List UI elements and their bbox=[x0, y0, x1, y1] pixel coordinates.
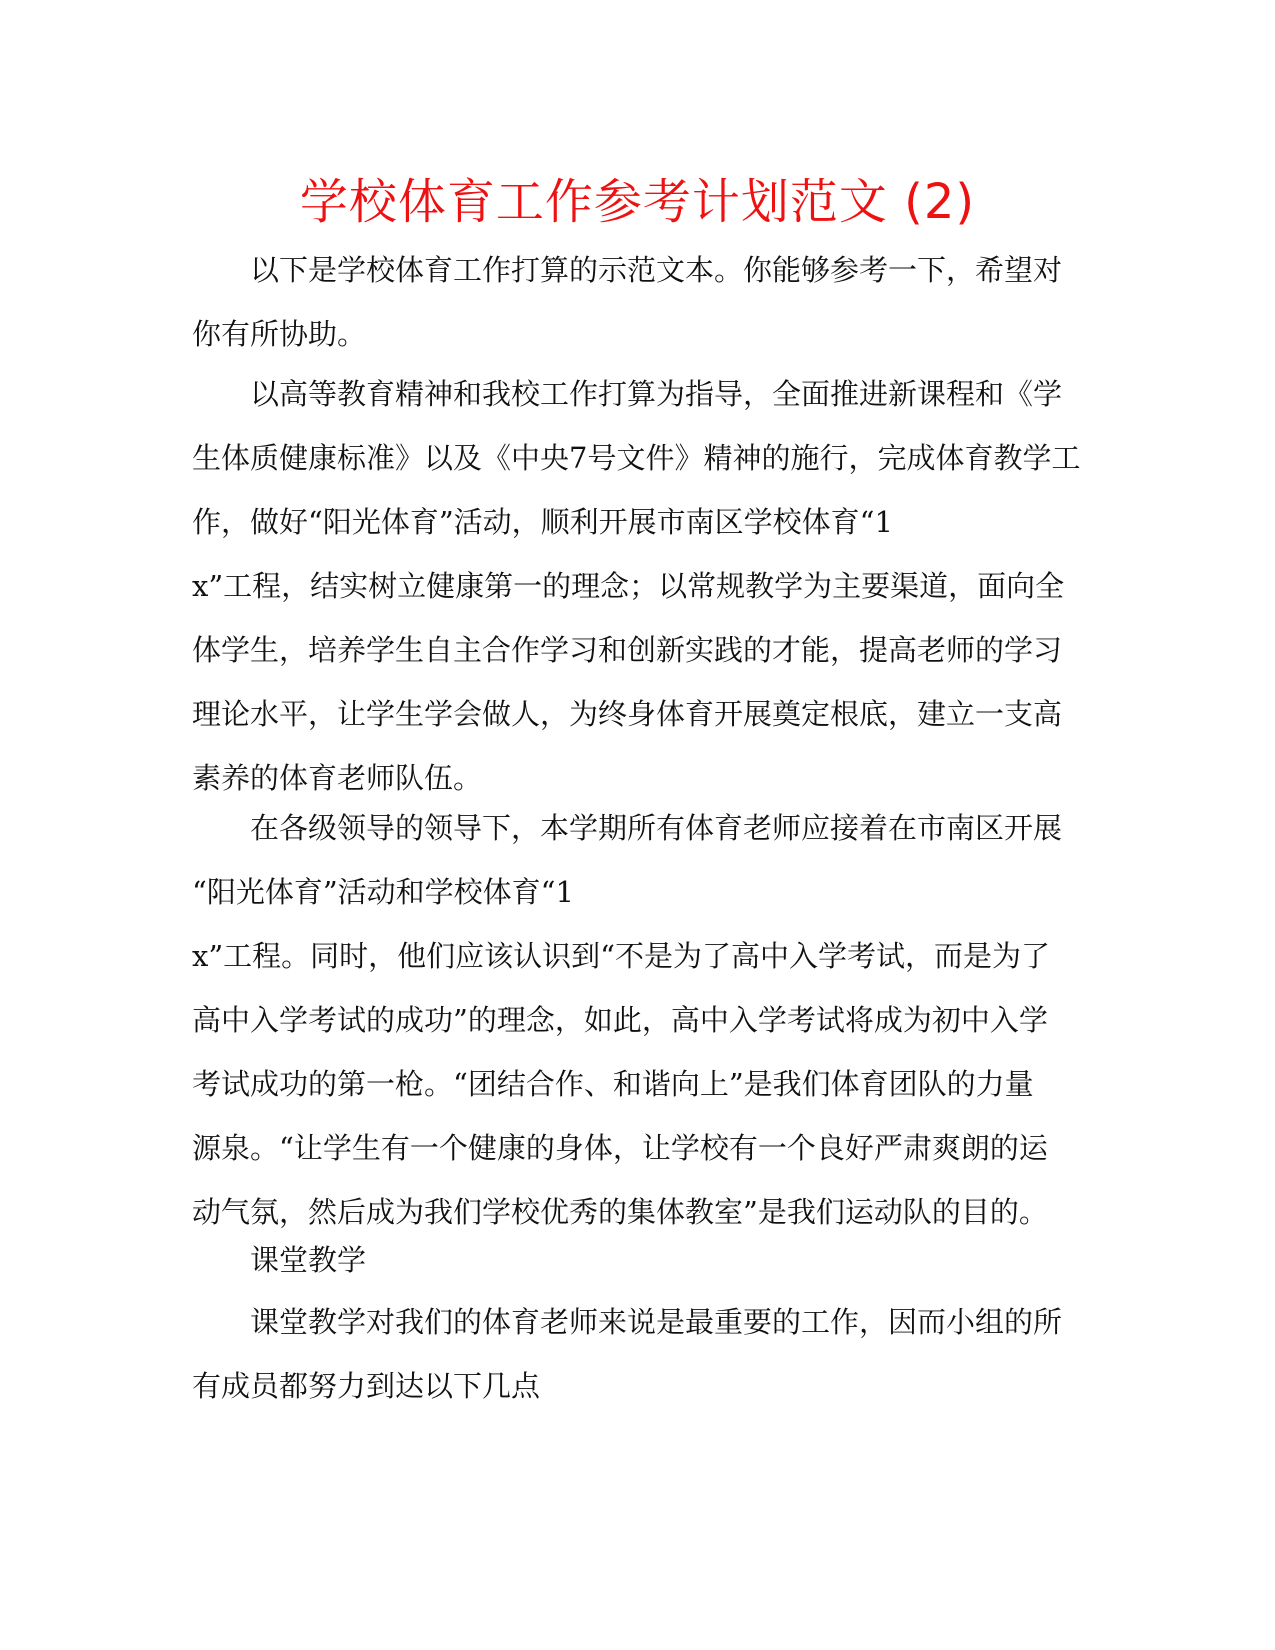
paragraph-classroom-teaching bbox=[192, 1290, 1082, 1418]
paragraph-line: 考试成功的第一枪。“团结合作、和谐向上”是我们体育团队的力量 bbox=[192, 1067, 1034, 1101]
paragraph-line: x”工程，结实树立健康第一的理念；以常规教学为主要渠道，面向全 bbox=[192, 569, 1065, 603]
paragraph-line: 高中入学考试的成功”的理念，如此，高中入学考试将成为初中入学 bbox=[192, 1003, 1048, 1037]
paragraph-line: 源泉。“让学生有一个健康的身体，让学校有一个良好严肃爽朗的运 bbox=[192, 1131, 1048, 1165]
paragraph-line: 动气氛，然后成为我们学校优秀的集体教室”是我们运动队的目的。 bbox=[192, 1195, 1048, 1229]
paragraph-line: x”工程。同时，他们应该认识到“不是为了高中入学考试，而是为了 bbox=[192, 939, 1051, 973]
paragraph-line: 以高等教育精神和我校工作打算为指导，全面推进新课程和《学 bbox=[250, 377, 1063, 411]
paragraph-line: 素养的体育老师队伍。 bbox=[192, 761, 483, 795]
paragraph-line: 课堂教学对我们的体育老师来说是最重要的工作，因而小组的所 bbox=[250, 1305, 1063, 1339]
paragraph-line: “阳光体育”活动和学校体育“1 bbox=[192, 875, 574, 909]
paragraph-line: 体学生，培养学生自主合作学习和创新实践的才能，提高老师的学习 bbox=[192, 633, 1063, 667]
paragraph-line: 你有所协助。 bbox=[192, 317, 367, 351]
paragraph-leadership bbox=[192, 796, 1082, 1244]
document-title: 学校体育工作参考计划范文 (2) bbox=[299, 174, 976, 230]
paragraph-line: 生体质健康标准》以及《中央7号文件》精神的施行，完成体育教学工 bbox=[192, 441, 1081, 475]
paragraph-guiding-principle bbox=[192, 362, 1082, 810]
paragraph-line: 有成员都努力到达以下几点 bbox=[192, 1369, 541, 1403]
paragraph-line: 以下是学校体育工作打算的示范文本。你能够参考一下，希望对 bbox=[250, 253, 1063, 287]
paragraph-line: 作，做好“阳光体育”活动，顺利开展市南区学校体育“1 bbox=[192, 505, 893, 539]
paragraph-line: 在各级领导的领导下，本学期所有体育老师应接着在市南区开展 bbox=[250, 811, 1063, 845]
section-heading: 课堂教学 bbox=[250, 1243, 367, 1277]
paragraph-intro bbox=[192, 238, 1082, 366]
section-heading-classroom-teaching bbox=[192, 1228, 1082, 1292]
paragraph-line: 理论水平，让学生学会做人，为终身体育开展奠定根底，建立一支高 bbox=[192, 697, 1063, 731]
